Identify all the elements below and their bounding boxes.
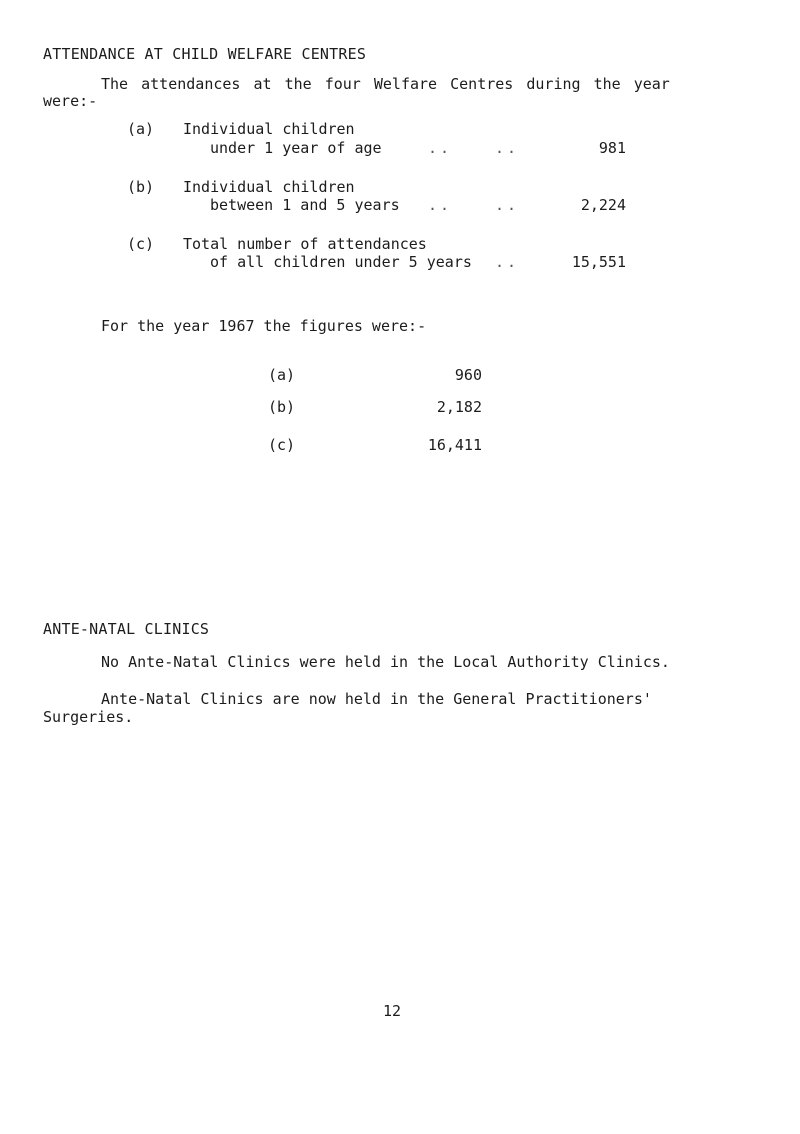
prev-item-letter-a: (a) — [268, 366, 296, 384]
item-a-leader-dots-2: .. — [495, 139, 520, 157]
item-b-leader-dots-1: .. — [428, 196, 453, 214]
item-a-line2: under 1 year of age — [210, 139, 382, 157]
item-letter-a: (a) — [127, 120, 155, 138]
item-a-value: 981 — [598, 139, 626, 157]
page-number: 12 — [383, 1002, 402, 1020]
prev-item-letter-c: (c) — [268, 436, 296, 454]
item-b-line2: between 1 and 5 years — [210, 196, 400, 214]
item-b-leader-dots-2: .. — [495, 196, 520, 214]
prev-year-intro: For the year 1967 the figures were:- — [101, 317, 427, 335]
item-a-leader-dots-1: .. — [428, 139, 453, 157]
item-b-line1: Individual children — [183, 178, 355, 196]
item-a-line1: Individual children — [183, 120, 355, 138]
section-heading-attendance: ATTENDANCE AT CHILD WELFARE CENTRES — [43, 45, 367, 63]
prev-item-letter-b: (b) — [268, 398, 296, 416]
section-heading-antenatal: ANTE-NATAL CLINICS — [43, 620, 210, 638]
prev-item-b-value: 2,182 — [436, 398, 482, 416]
intro-line-1: The attendances at the four Welfare Centres during the year — [101, 75, 670, 93]
prev-item-c-value: 16,411 — [427, 436, 482, 454]
item-letter-c: (c) — [127, 235, 155, 253]
intro-line-2: were:- — [43, 92, 98, 110]
item-c-leader-dots: .. — [495, 253, 520, 271]
antenatal-paragraph-1: No Ante-Natal Clinics were held in the Local Authority Clinics. — [101, 653, 670, 671]
item-c-value: 15,551 — [571, 253, 626, 271]
item-b-value: 2,224 — [580, 196, 626, 214]
antenatal-paragraph-2-line-1: Ante-Natal Clinics are now held in the General Practitioners' — [101, 690, 652, 708]
item-letter-b: (b) — [127, 178, 155, 196]
prev-item-a-value: 960 — [454, 366, 482, 384]
item-c-line2: of all children under 5 years — [210, 253, 472, 271]
antenatal-paragraph-2-line-2: Surgeries. — [43, 708, 134, 726]
item-c-line1: Total number of attendances — [183, 235, 427, 253]
